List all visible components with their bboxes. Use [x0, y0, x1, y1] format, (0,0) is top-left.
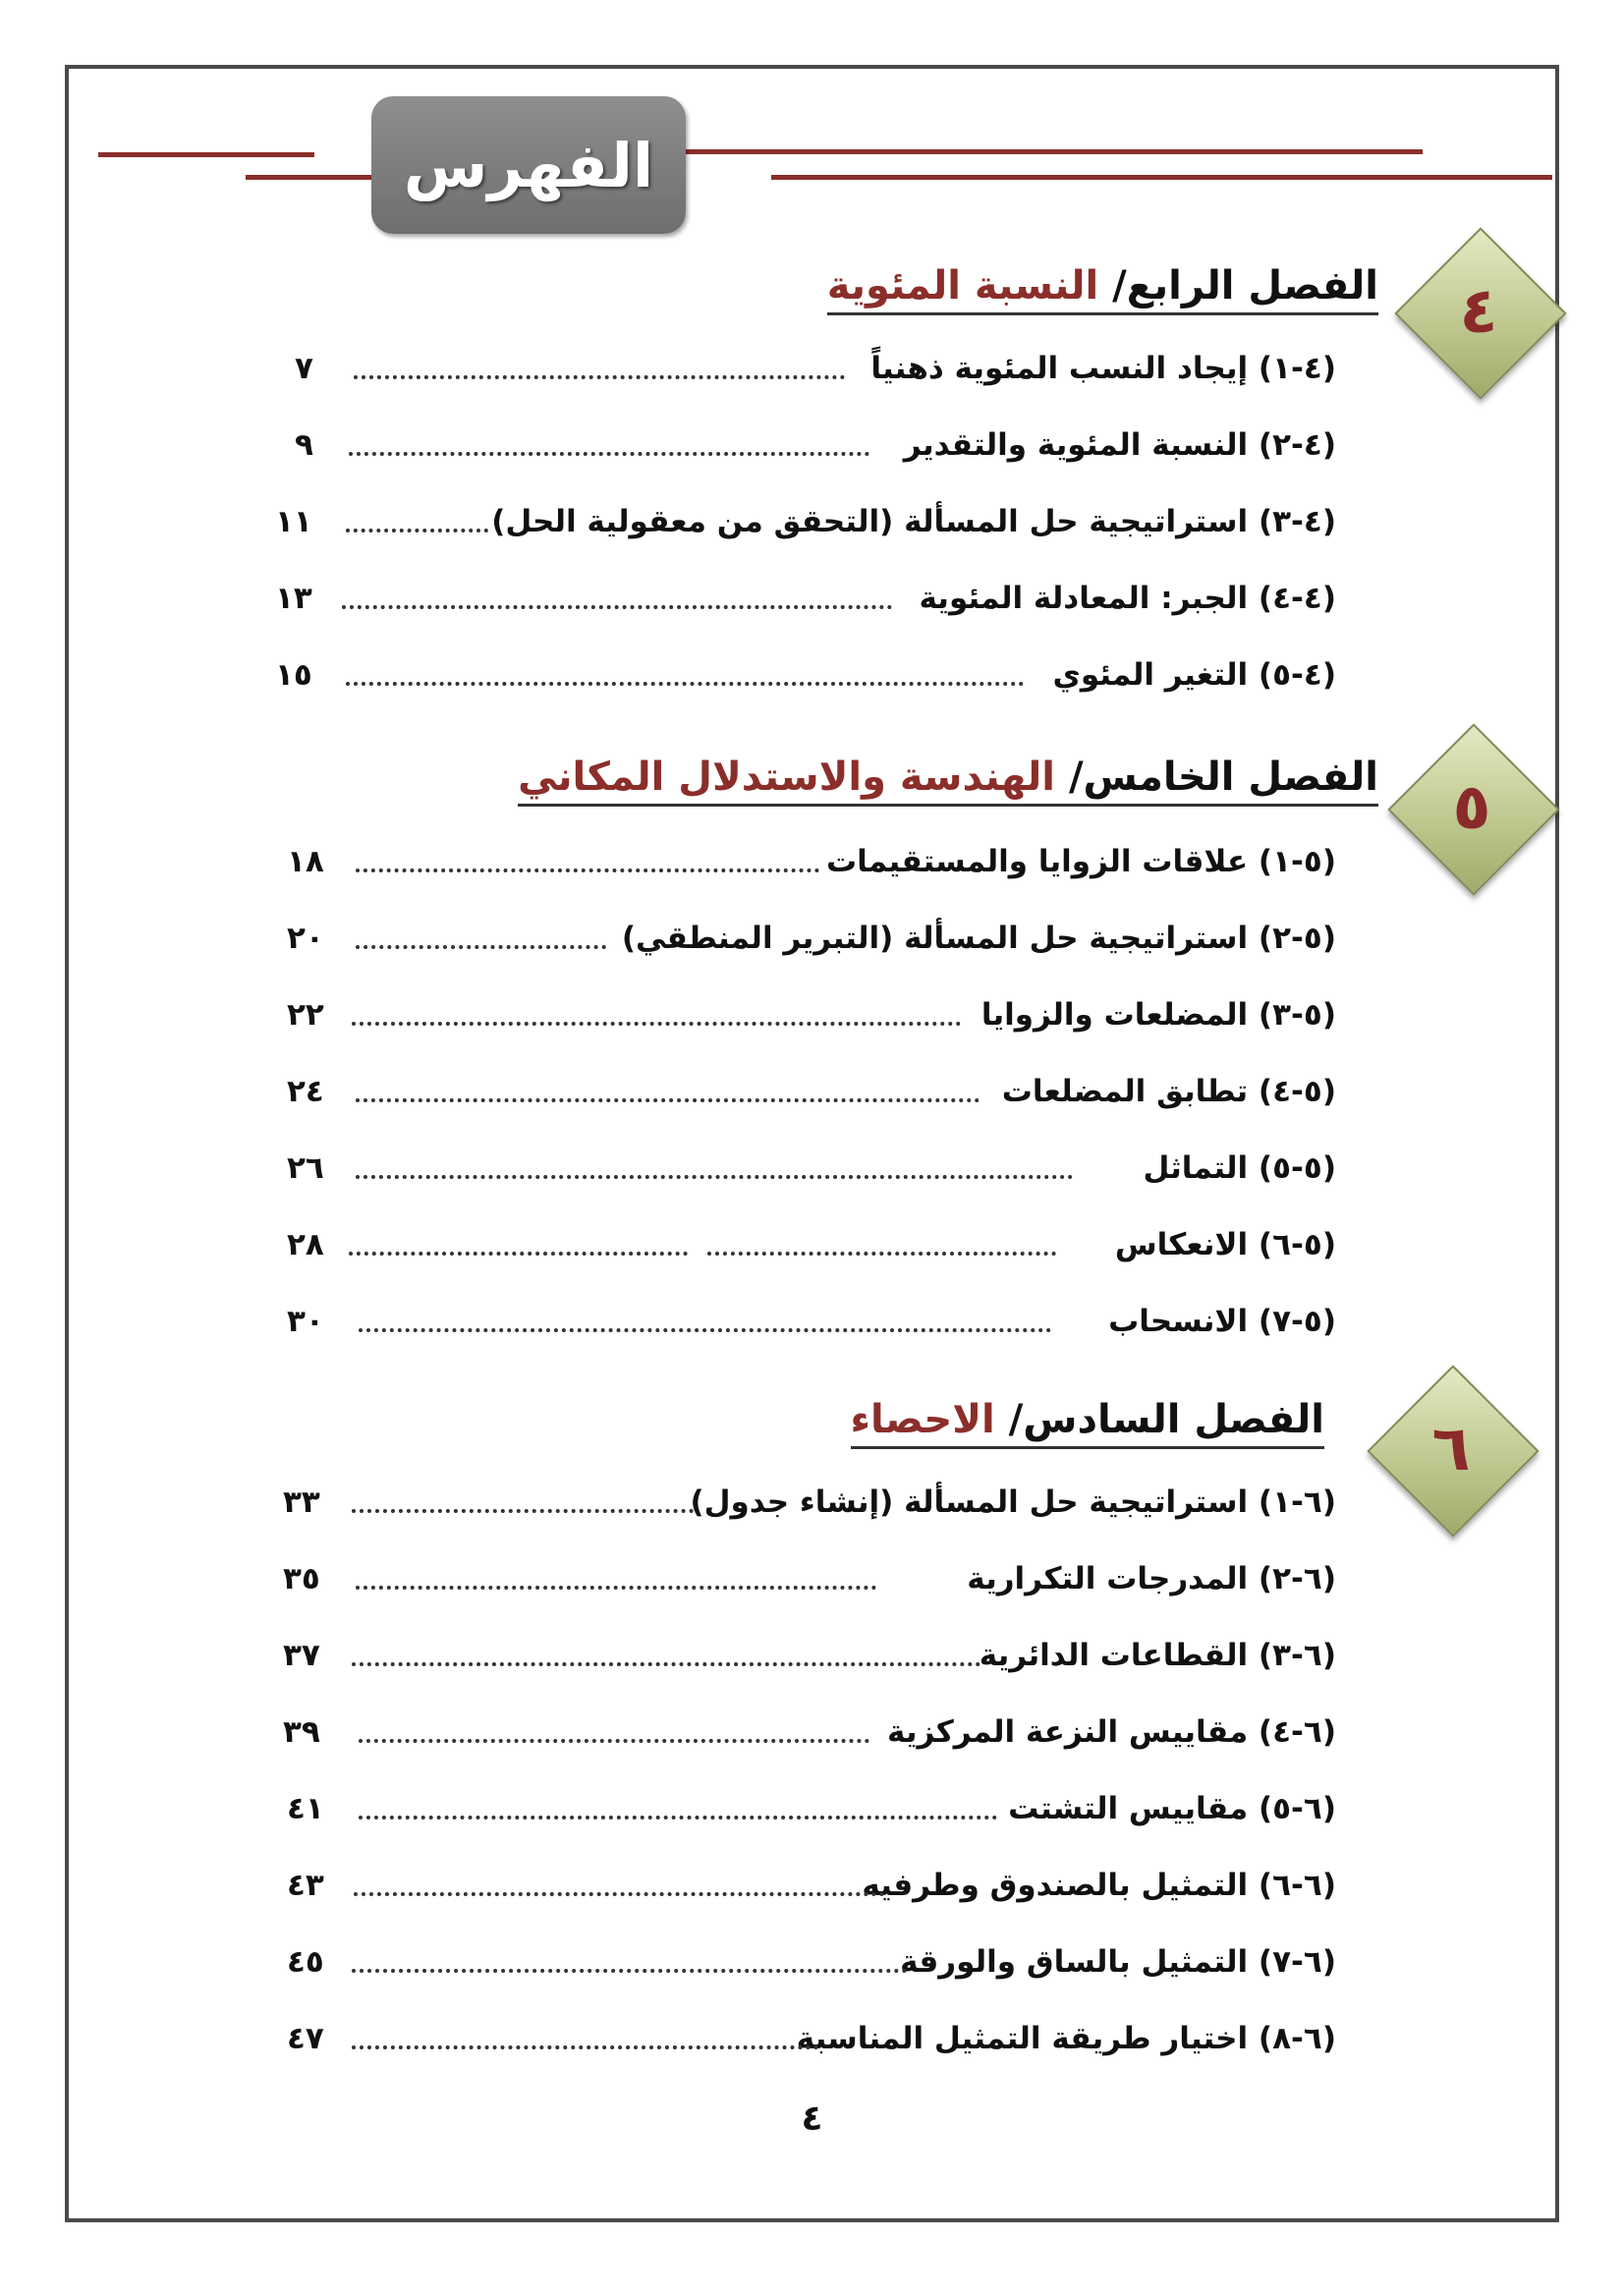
toc-entry[interactable] — [265, 1220, 1336, 1269]
toc-entry-page: ١٥ — [275, 657, 312, 693]
toc-entry[interactable] — [265, 1478, 1336, 1527]
leader-dots — [352, 1022, 961, 1026]
toc-entry-page: ٢٠ — [287, 921, 324, 956]
toc-entry[interactable] — [265, 650, 1336, 700]
toc-entry[interactable] — [265, 1297, 1336, 1346]
toc-entry-label: (٥-٧) الانسحاب — [1108, 1304, 1336, 1339]
leader-dots — [356, 1586, 876, 1590]
toc-entry[interactable] — [265, 1861, 1336, 1910]
chapter-5-number: ٥ — [1452, 771, 1491, 844]
toc-entry-label: (٤-٤) الجبر: المعادلة المئوية — [919, 581, 1336, 616]
toc-entry[interactable] — [265, 344, 1336, 393]
leader-dots — [349, 1252, 688, 1256]
toc-entry[interactable] — [265, 914, 1336, 963]
header-rule-right-top — [686, 149, 1423, 154]
leader-dots — [352, 1969, 907, 1973]
header-rule-right-bottom — [771, 175, 1552, 180]
toc-entry-page: ٣٩ — [283, 1714, 320, 1750]
leader-dots — [356, 868, 819, 872]
toc-entry[interactable] — [265, 574, 1336, 623]
toc-entry-page: ٢٨ — [287, 1227, 324, 1262]
toc-entry-label: (٥-٢) استراتيجية حل المسألة (التبرير المنطقي) — [621, 921, 1336, 956]
toc-entry-page: ١٨ — [287, 844, 324, 879]
leader-dots — [359, 1739, 869, 1743]
toc-entry-label: (٤-٢) النسبة المئوية والتقدير — [903, 427, 1336, 463]
index-title-box — [371, 96, 686, 234]
index-title: الفهرس — [403, 129, 654, 201]
leader-dots — [346, 529, 488, 532]
toc-entry-label: (٥-٣) المضلعات والزوايا — [980, 997, 1336, 1033]
toc-entry-label: (٦-٣) القطاعات الدائرية — [979, 1638, 1336, 1673]
toc-entry-page: ٣٧ — [283, 1638, 320, 1673]
toc-entry[interactable] — [265, 1707, 1336, 1757]
leader-dots — [359, 1816, 997, 1819]
toc-entry-page: ٤٥ — [287, 1944, 324, 1980]
toc-entry-page: ١٣ — [275, 581, 312, 616]
toc-entry[interactable] — [265, 2014, 1336, 2063]
leader-dots — [354, 375, 845, 379]
toc-entry-page: ٤٣ — [287, 1868, 324, 1903]
chapter-4-prefix: الفصل الرابع/ — [1098, 263, 1378, 308]
toc-entry-label: (٦-٥) مقاييس التشتت — [1008, 1791, 1336, 1826]
toc-entry-label: (٤-١) إيجاد النسب المئوية ذهنياً — [870, 351, 1336, 386]
toc-entry-page: ١١ — [275, 504, 312, 539]
chapter-6-title — [851, 1397, 1325, 1449]
toc-entry[interactable] — [265, 1067, 1336, 1116]
toc-entry-label: (٥-١) علاقات الزوايا والمستقيمات — [825, 844, 1336, 879]
leader-dots — [349, 452, 869, 456]
chapter-6-number: ٦ — [1431, 1413, 1471, 1485]
leader-dots — [354, 1892, 884, 1896]
chapter-4-number: ٤ — [1459, 275, 1498, 348]
toc-entry-label: (٦-١) استراتيجية حل المسألة (إنشاء جدول) — [690, 1484, 1336, 1520]
toc-entry[interactable] — [265, 1144, 1336, 1193]
chapter-5-topic: الهندسة والاستدلال المكاني — [518, 755, 1056, 800]
leader-dots — [342, 605, 892, 609]
toc-entry-page: ٢٤ — [287, 1074, 324, 1109]
toc-entry-page: ٣٥ — [283, 1561, 320, 1596]
leader-dots — [707, 1252, 1056, 1256]
toc-entry-label: (٤-٣) استراتيجية حل المسألة (التحقق من معقولية الحل) — [491, 504, 1336, 539]
toc-entry-label: (٥-٤) تطابق المضلعات — [1001, 1074, 1336, 1109]
toc-entry-label: (٦-٧) التمثيل بالساق والورقة — [900, 1944, 1336, 1980]
leader-dots — [356, 1098, 980, 1102]
toc-entry[interactable] — [265, 1631, 1336, 1680]
chapter-4-badge — [1395, 228, 1562, 395]
toc-entry[interactable] — [265, 497, 1336, 546]
toc-entry-page: ٣٠ — [287, 1304, 324, 1339]
chapter-4-topic: النسبة المئوية — [826, 263, 1099, 308]
toc-entry[interactable] — [265, 1784, 1336, 1833]
toc-entry[interactable] — [265, 990, 1336, 1039]
toc-entry-page: ٤١ — [287, 1791, 324, 1826]
toc-entry-page: ٢٢ — [287, 997, 324, 1033]
chapter-6-topic: الاحصاء — [850, 1397, 995, 1442]
leader-dots — [352, 1509, 694, 1513]
chapter-4-title — [827, 263, 1378, 315]
toc-entry[interactable] — [265, 1937, 1336, 1987]
toc-entry-label: (٦-٢) المدرجات التكرارية — [967, 1561, 1336, 1596]
toc-entry[interactable] — [265, 837, 1336, 886]
toc-entry-label: (٤-٥) التغير المئوي — [1052, 657, 1336, 693]
toc-entry[interactable] — [265, 420, 1336, 470]
toc-entry-label: (٥-٥) التماثل — [1143, 1150, 1336, 1186]
leader-dots — [346, 682, 1024, 686]
toc-entry-page: ٧ — [295, 351, 313, 386]
chapter-5-badge — [1388, 724, 1555, 891]
toc-entry-page: ٢٦ — [287, 1150, 324, 1186]
chapter-6-badge — [1368, 1366, 1535, 1533]
toc-entry-page: ٩ — [295, 427, 313, 463]
toc-entry-label: (٦-٨) اختيار طريقة التمثيل المناسبة — [796, 2021, 1336, 2056]
leader-dots — [356, 1175, 1073, 1179]
chapter-5-prefix: الفصل الخامس/ — [1055, 755, 1378, 800]
leader-dots — [352, 2045, 818, 2049]
toc-entry-label: (٦-٦) التمثيل بالصندوق وطرفيه — [862, 1868, 1336, 1903]
header-rule-left-top — [98, 152, 314, 157]
toc-entry-page: ٣٣ — [283, 1484, 320, 1520]
header-rule-left-bottom — [246, 175, 373, 180]
leader-dots — [352, 1662, 980, 1666]
page-number: ٤ — [801, 2099, 823, 2139]
leader-dots — [359, 1328, 1051, 1332]
toc-entry-label: (٥-٦) الانعكاس — [1114, 1227, 1336, 1262]
chapter-6-prefix: الفصل السادس/ — [994, 1397, 1324, 1442]
toc-entry[interactable] — [265, 1554, 1336, 1603]
leader-dots — [356, 945, 606, 949]
toc-entry-label: (٦-٤) مقاييس النزعة المركزية — [887, 1714, 1336, 1750]
chapter-5-title — [518, 755, 1378, 807]
toc-entry-page: ٤٧ — [287, 2021, 324, 2056]
